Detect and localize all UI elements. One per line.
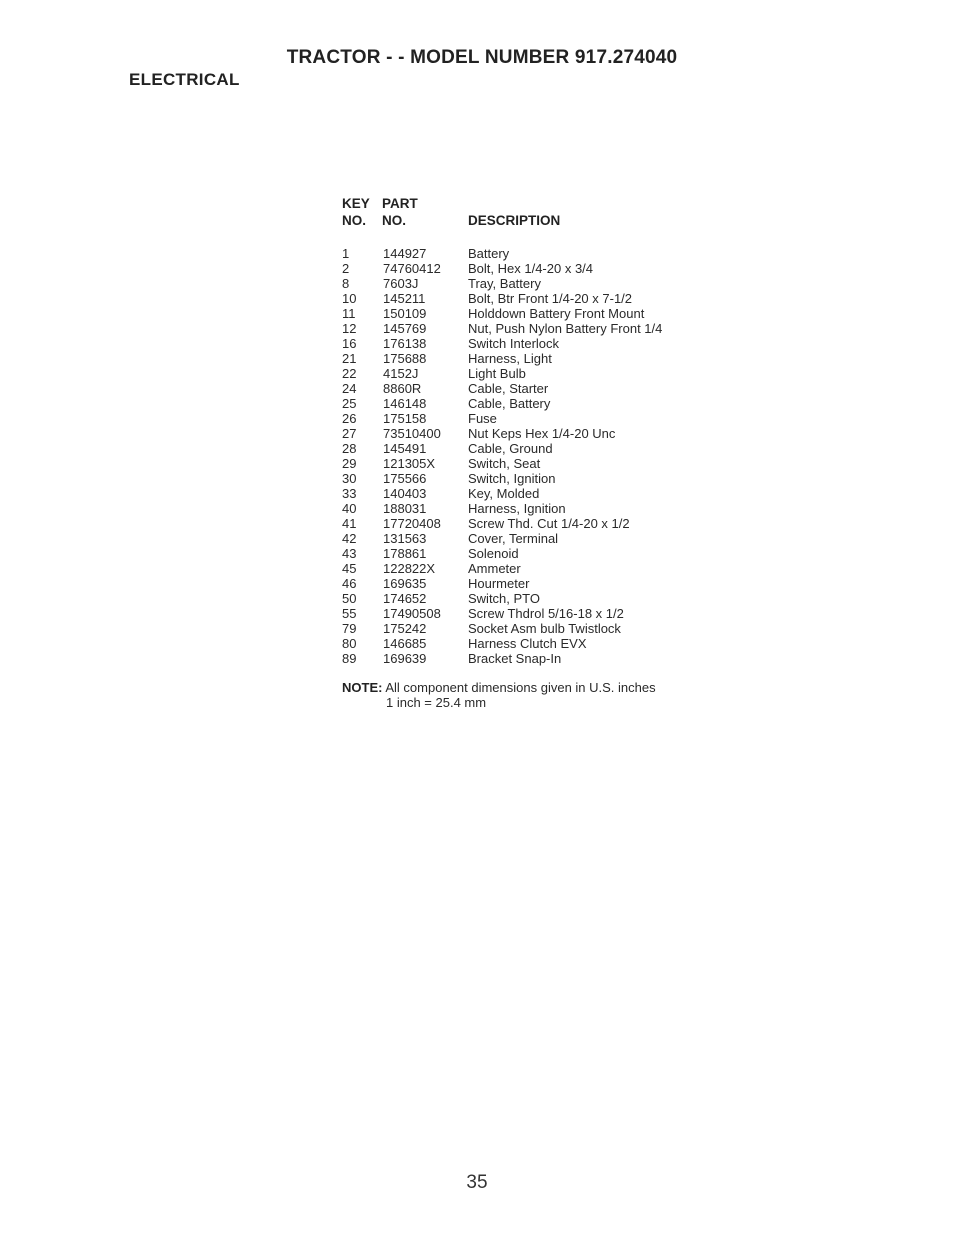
part-number: 8860R (383, 381, 422, 396)
part-number: 144927 (383, 246, 427, 261)
key-number: 12 (342, 321, 357, 336)
key-number: 40 (342, 501, 357, 516)
column-header-part-line1: PART (382, 196, 418, 211)
key-number: 89 (342, 651, 357, 666)
part-description: Bolt, Btr Front 1/4-20 x 7-1/2 (468, 291, 633, 306)
part-number: 17720408 (383, 516, 441, 531)
part-number: 122822X (383, 561, 436, 576)
part-description: Holddown Battery Front Mount (468, 306, 645, 321)
part-description: Switch, PTO (468, 591, 541, 606)
key-number: 55 (342, 606, 357, 621)
part-number: 169635 (383, 576, 427, 591)
key-number: 8 (342, 276, 350, 291)
key-number: 26 (342, 411, 357, 426)
key-number: 1 (342, 246, 350, 261)
part-number: 169639 (383, 651, 427, 666)
part-number: 145769 (383, 321, 427, 336)
part-number: 131563 (383, 531, 427, 546)
note-conversion: 1 inch = 25.4 mm (386, 695, 487, 710)
part-description: Switch, Ignition (468, 471, 556, 486)
part-description: Screw Thdrol 5/16-18 x 1/2 (468, 606, 624, 621)
part-description: Solenoid (468, 546, 519, 561)
column-header-description: DESCRIPTION (468, 213, 561, 228)
key-number: 29 (342, 456, 357, 471)
part-number: 176138 (383, 336, 427, 351)
key-number: 41 (342, 516, 357, 531)
column-header-part-line2: NO. (382, 213, 407, 228)
part-number: 145491 (383, 441, 427, 456)
part-number: 178861 (383, 546, 427, 561)
part-description: Nut Keps Hex 1/4-20 Unc (468, 426, 616, 441)
page-title: TRACTOR - - MODEL NUMBER 917.274040 (286, 47, 678, 68)
part-description: Light Bulb (468, 366, 526, 381)
part-description: Cable, Ground (468, 441, 553, 456)
key-number: 21 (342, 351, 357, 366)
key-number: 24 (342, 381, 357, 396)
part-number: 175158 (383, 411, 427, 426)
part-number: 146148 (383, 396, 427, 411)
column-header-key-line2: NO. (342, 213, 367, 228)
part-description: Harness Clutch EVX (468, 636, 587, 651)
key-number: 16 (342, 336, 357, 351)
part-description: Harness, Light (468, 351, 552, 366)
key-number: 28 (342, 441, 357, 456)
part-number: 74760412 (383, 261, 441, 276)
section-heading: ELECTRICAL (129, 70, 240, 89)
key-number: 46 (342, 576, 357, 591)
part-description: Cable, Battery (468, 396, 551, 411)
part-description: Switch Interlock (468, 336, 560, 351)
note (342, 680, 656, 710)
key-number: 80 (342, 636, 357, 651)
part-number: 73510400 (383, 426, 441, 441)
key-number: 25 (342, 396, 357, 411)
note-text: All component dimensions given in U.S. inches (385, 680, 656, 695)
part-description: Harness, Ignition (468, 501, 566, 516)
key-number: 42 (342, 531, 357, 546)
part-number: 121305X (383, 456, 436, 471)
part-number: 175566 (383, 471, 427, 486)
part-description: Tray, Battery (468, 276, 541, 291)
key-number: 27 (342, 426, 357, 441)
key-number: 2 (342, 261, 350, 276)
part-description: Cover, Terminal (468, 531, 559, 546)
key-number: 22 (342, 366, 357, 381)
part-description: Cable, Starter (468, 381, 549, 396)
part-number: 140403 (383, 486, 427, 501)
part-description: Ammeter (468, 561, 521, 576)
key-number: 50 (342, 591, 357, 606)
key-number: 79 (342, 621, 357, 636)
part-description: Screw Thd. Cut 1/4-20 x 1/2 (468, 516, 630, 531)
part-number: 17490508 (383, 606, 441, 621)
part-description: Nut, Push Nylon Battery Front 1/4 (468, 321, 663, 336)
key-number: 30 (342, 471, 357, 486)
key-number: 43 (342, 546, 357, 561)
part-description: Key, Molded (468, 486, 540, 501)
part-number: 174652 (383, 591, 427, 606)
column-header-key-line1: KEY (342, 196, 370, 211)
key-number: 10 (342, 291, 357, 306)
part-description: Bolt, Hex 1/4-20 x 3/4 (468, 261, 594, 276)
note-label: NOTE: (342, 680, 383, 695)
part-description: Fuse (468, 411, 497, 426)
key-number: 45 (342, 561, 357, 576)
part-number: 188031 (383, 501, 427, 516)
part-number: 175242 (383, 621, 427, 636)
part-number: 146685 (383, 636, 427, 651)
key-number: 33 (342, 486, 357, 501)
part-description: Bracket Snap-In (468, 651, 562, 666)
part-description: Hourmeter (468, 576, 530, 591)
part-number: 7603J (383, 276, 419, 291)
part-description: Socket Asm bulb Twistlock (468, 621, 621, 636)
part-number: 4152J (383, 366, 419, 381)
part-number: 175688 (383, 351, 427, 366)
part-description: Switch, Seat (468, 456, 541, 471)
part-description: Battery (468, 246, 510, 261)
page-number: 35 (466, 1172, 488, 1193)
key-number: 11 (342, 306, 356, 321)
part-number: 145211 (383, 291, 426, 306)
part-number: 150109 (383, 306, 427, 321)
